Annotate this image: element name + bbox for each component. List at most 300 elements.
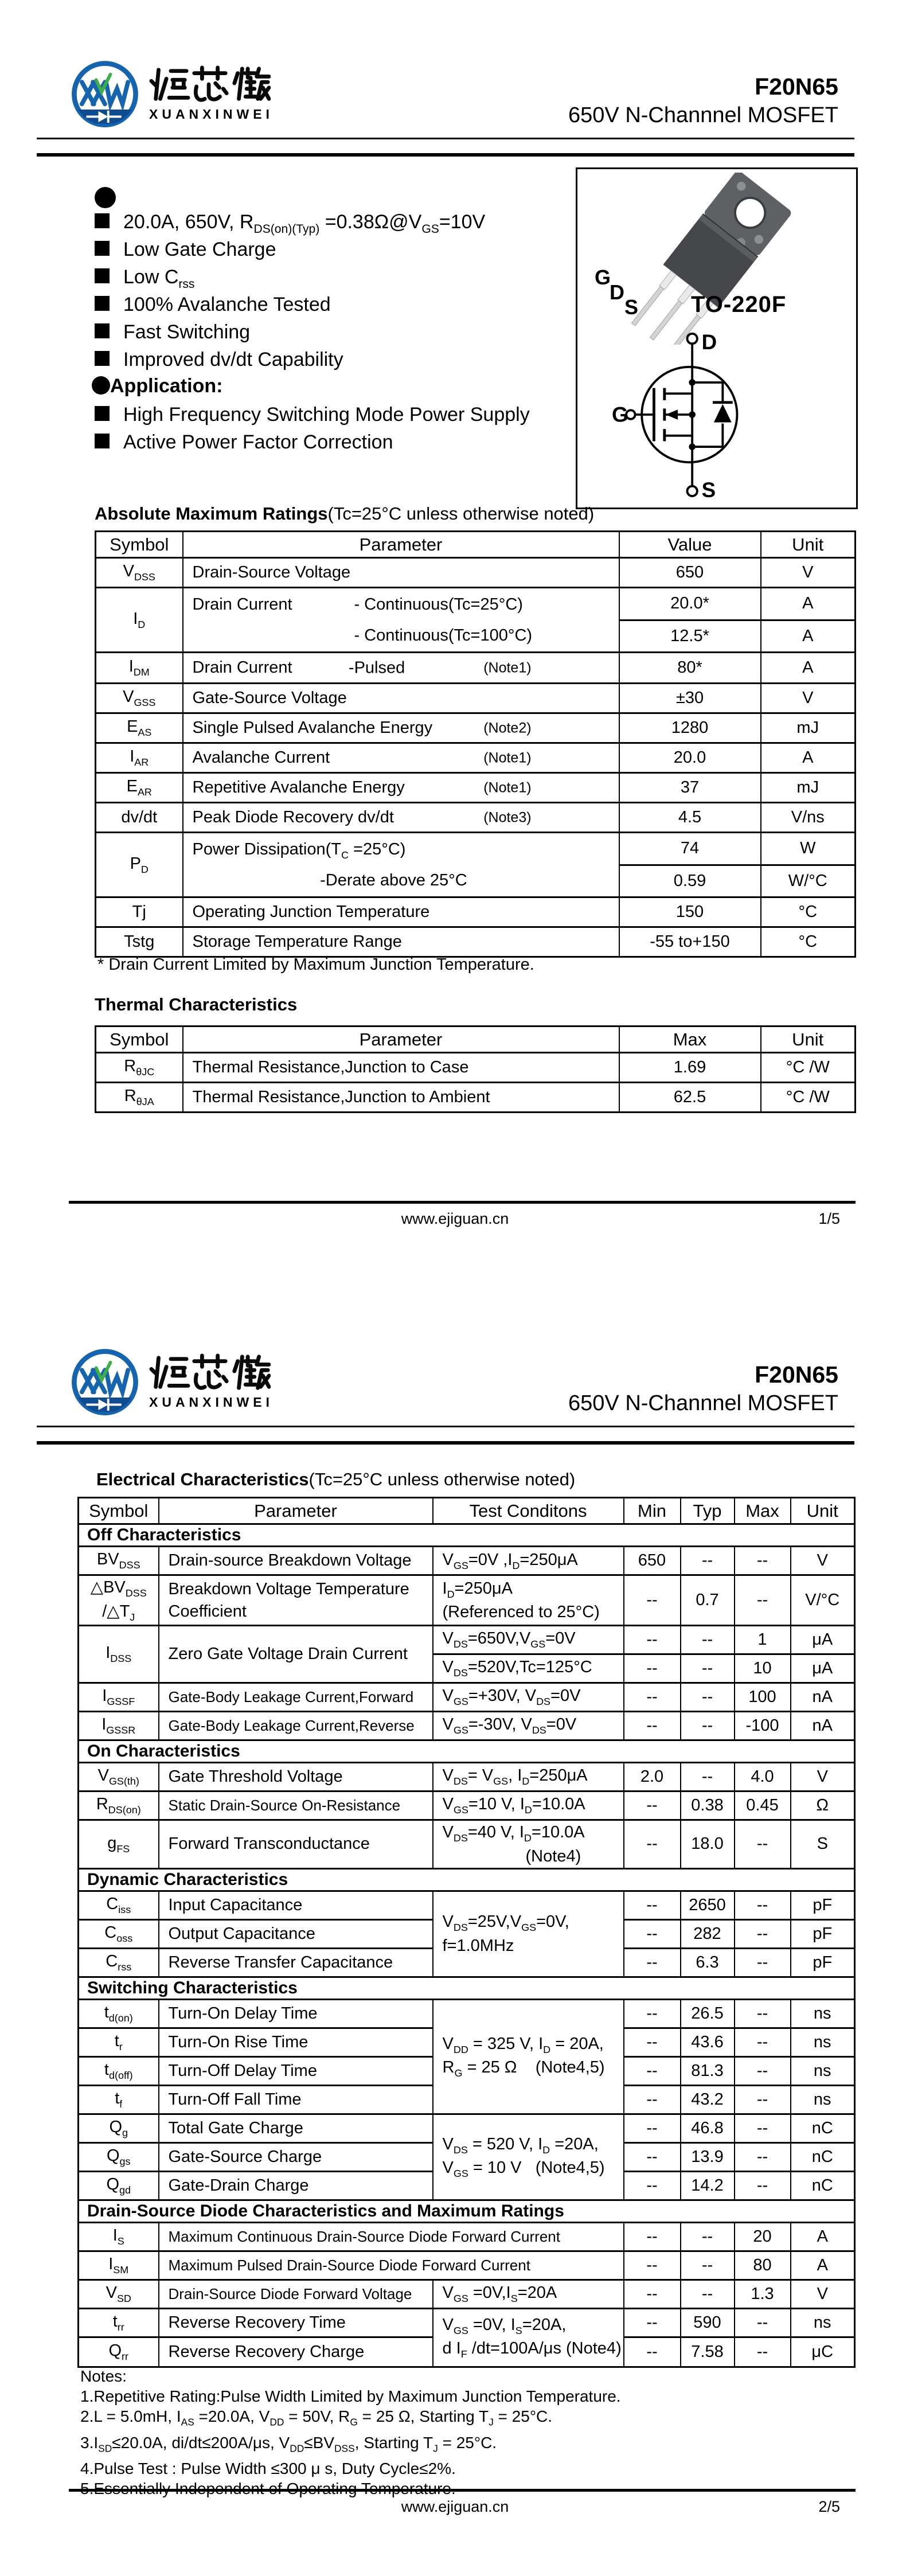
- cell: --: [735, 2142, 791, 2171]
- cell: [183, 653, 619, 684]
- cell: 1.69: [619, 1053, 761, 1083]
- circle-bullet-icon: [92, 376, 110, 395]
- cell: $V_{GSS}$: [96, 684, 183, 713]
- feature-item: [95, 349, 343, 371]
- cell: $BV_{DSS}$: [79, 1547, 159, 1575]
- footer-website: www.ejiguan.cn: [401, 1210, 509, 1227]
- section-title: Off Characteristics: [79, 1524, 855, 1547]
- table-row: [79, 1547, 855, 1575]
- cell: 590: [681, 2308, 735, 2337]
- table-row: [79, 2280, 855, 2308]
- feature-text: 100% Avalanche Tested: [123, 294, 331, 315]
- cell: W/°C: [761, 865, 856, 897]
- table-row: [96, 1053, 856, 1083]
- table-header-row: [96, 532, 856, 558]
- cell: 46.8: [681, 2114, 735, 2142]
- cell: V: [791, 1763, 855, 1792]
- cell: --: [624, 2028, 681, 2056]
- header-rule-thick: [37, 153, 854, 157]
- cell: nA: [791, 1683, 855, 1712]
- cell: --: [735, 1547, 791, 1575]
- cell: Gate-Body Leakage Current,Reverse: [159, 1712, 433, 1740]
- pin-label-g: G: [595, 266, 611, 289]
- param-text: Power $Dissipation(T_C =25^\circ C)$: [192, 840, 406, 861]
- footer-website: www.ejiguan.cn: [401, 2498, 509, 2515]
- cell: Operating Junction Temperature: [183, 897, 619, 927]
- amr-title-suffix: (Tc=25°C unless otherwise noted): [327, 504, 595, 524]
- param-note: (Note3): [483, 809, 532, 825]
- cell: --: [735, 2337, 791, 2367]
- footer-rule: [69, 2489, 856, 2492]
- cell: nC: [791, 2171, 855, 2200]
- cell: $I_{DM}$: [96, 653, 183, 684]
- part-number: F20N65: [755, 73, 838, 100]
- square-bullet-icon: [95, 323, 110, 338]
- cell: $V_{DS}= V_{GS}$, $I_D=250\mu A$: [433, 1763, 624, 1792]
- brand-text-block: [149, 57, 274, 135]
- table-row: [96, 588, 856, 620]
- cell: V: [791, 1547, 855, 1575]
- cell: $V_{GS}=10$ V, $I_D=10.0A$: [433, 1792, 624, 1820]
- cell: 43.2: [681, 2085, 735, 2114]
- note-line: 2.L = 5.0mH, $I_{AS} =20.0A$, $V_{DD} = 50V$, $R_G = 25$ Ω, Starting $T_J = 25^\circ C$.: [80, 2407, 553, 2428]
- cell: $V_{DS}=520V,Tc=125^\circ C$: [433, 1654, 624, 1683]
- cell: $t_r$: [79, 2028, 159, 2056]
- table-row: [96, 743, 856, 773]
- cell: 13.9: [681, 2142, 735, 2171]
- footer-rule: [69, 1201, 856, 1204]
- features-bullet-icon: [95, 187, 116, 208]
- cell: $Q_{rr}$: [79, 2337, 159, 2367]
- cell: 10: [735, 1654, 791, 1683]
- cell: 62.5: [619, 1083, 761, 1113]
- cell: $P_D$: [96, 833, 183, 897]
- cell: Gate-Drain Charge: [159, 2171, 433, 2200]
- brand-cn-glyphs-icon: [149, 1353, 271, 1394]
- square-bullet-icon: [95, 213, 110, 228]
- section-title: Switching Characteristics: [79, 1977, 855, 1999]
- param-text: Avalanche Current: [192, 748, 330, 767]
- cell: 0.7: [681, 1575, 735, 1626]
- package-name: TO-220F: [691, 292, 787, 317]
- table-header-row: [96, 1027, 856, 1053]
- cell: A: [761, 588, 856, 620]
- cell: $I_{SM}$: [79, 2251, 159, 2280]
- notes-title: Notes:: [80, 2367, 127, 2385]
- cell: 650: [624, 1547, 681, 1575]
- feature-text: Low Gate Charge: [123, 239, 276, 260]
- table-row: [79, 2114, 855, 2142]
- cell: [183, 833, 619, 897]
- cell: 100: [735, 1683, 791, 1712]
- cell: $g_{FS}$: [79, 1820, 159, 1869]
- brand-logo: [67, 57, 274, 135]
- cell: 1: [735, 1626, 791, 1654]
- cell: --: [624, 2142, 681, 2171]
- cell: Turn-On Delay Time: [159, 1999, 433, 2028]
- cell: [183, 803, 619, 833]
- application-item: [95, 404, 530, 426]
- cell: $V_{DS}=40$ V, $I_D=10.0A$ (Note4): [433, 1820, 624, 1869]
- cell: 26.5: [681, 1999, 735, 2028]
- cell: --: [624, 1626, 681, 1654]
- amr-section-heading: [95, 504, 594, 524]
- cell: Thermal Resistance,Junction to Case: [183, 1053, 619, 1083]
- application-text: High Frequency Switching Mode Power Supply: [123, 404, 530, 426]
- brand-logo-icon: [67, 1345, 143, 1423]
- cell: Breakdown Voltage Temperature Coefficient: [159, 1575, 433, 1626]
- cell: $Q_g$: [79, 2114, 159, 2142]
- cell: A: [761, 653, 856, 684]
- cell: Turn-On Rise Time: [159, 2028, 433, 2056]
- param-cond: -Pulsed: [348, 658, 405, 677]
- cell: Ω: [791, 1792, 855, 1820]
- cell: --: [624, 2337, 681, 2367]
- package-photo-icon: [584, 173, 846, 345]
- ec-title: Electrical Characteristics: [96, 1469, 309, 1489]
- absolute-maximum-ratings-table: [95, 530, 856, 958]
- table-row: [79, 2308, 855, 2337]
- feature-item: [95, 294, 331, 316]
- cell: $I_D$: [96, 588, 183, 653]
- brand-logo: [67, 1345, 274, 1423]
- table-row: [96, 684, 856, 713]
- cell: Drain-Source Voltage: [183, 558, 619, 588]
- square-bullet-icon: [95, 241, 110, 256]
- brand-logo-icon: [67, 57, 143, 135]
- table-row: [79, 1891, 855, 1919]
- cell: --: [681, 2222, 735, 2251]
- cell: -55 to+150: [619, 927, 761, 957]
- cell: Forward Transconductance: [159, 1820, 433, 1869]
- notes-block: [80, 2366, 621, 2499]
- cell: --: [624, 1919, 681, 1948]
- cell: --: [624, 1948, 681, 1977]
- cell: --: [735, 1999, 791, 2028]
- cell: nC: [791, 2114, 855, 2142]
- cell: Maximum Pulsed Drain-Source Diode Forward Current: [159, 2251, 624, 2280]
- thermal-section-heading: [95, 994, 297, 1015]
- cell: W: [761, 833, 856, 865]
- datasheet-page-2: [0, 1288, 910, 2576]
- cell: --: [681, 2251, 735, 2280]
- cell: μA: [791, 1626, 855, 1654]
- cell: 20.0: [619, 743, 761, 773]
- cell: 81.3: [681, 2056, 735, 2085]
- cell: 37: [619, 773, 761, 803]
- cell: °C: [761, 897, 856, 927]
- cell: Static Drain-Source On-Resistance: [159, 1792, 433, 1820]
- cell: Gate-Body Leakage Current,Forward: [159, 1683, 433, 1712]
- table-row: [96, 897, 856, 927]
- section-title: Drain-Source Diode Characteristics and Maximum Ratings: [79, 2200, 855, 2222]
- cell: Tstg: [96, 927, 183, 957]
- param-text: Drain Current: [192, 658, 292, 677]
- cell: $V_{DS}=25V,V_{GS}=0V$, f=1.0MHz: [433, 1891, 624, 1977]
- pin-label-d: D: [610, 280, 624, 304]
- cell: $t_{rr}$: [79, 2308, 159, 2337]
- cell: V: [791, 2280, 855, 2308]
- brand-name-en: XUANXINWEI: [149, 1395, 274, 1410]
- cell: --: [624, 1683, 681, 1712]
- application-heading-text: Application:: [110, 375, 223, 397]
- cell: nA: [791, 1712, 855, 1740]
- cell: --: [735, 1891, 791, 1919]
- thermal-characteristics-table: [95, 1025, 856, 1113]
- table-row: [96, 653, 856, 684]
- cell: $C_{iss}$: [79, 1891, 159, 1919]
- cell: pF: [791, 1891, 855, 1919]
- mosfet-symbol-icon: [612, 331, 778, 498]
- cell: --: [735, 1575, 791, 1626]
- cell: 0.45: [735, 1792, 791, 1820]
- cell: 14.2: [681, 2171, 735, 2200]
- cell: 1.3: [735, 2280, 791, 2308]
- cell: $V_{GS(th)}$: [79, 1763, 159, 1792]
- application-item: [95, 431, 393, 454]
- table-row: [96, 558, 856, 588]
- table-header-row: [79, 1498, 855, 1524]
- table-row: [96, 927, 856, 957]
- column-header: Max: [735, 1498, 791, 1524]
- table-row: [96, 1083, 856, 1113]
- cell: mJ: [761, 773, 856, 803]
- cell: mJ: [761, 713, 856, 743]
- cell: dv/dt: [96, 803, 183, 833]
- thermal-title: Thermal Characteristics: [95, 994, 298, 1014]
- cell: --: [624, 1792, 681, 1820]
- table-row: [79, 2222, 855, 2251]
- cell: Output Capacitance: [159, 1919, 433, 1948]
- page-title: 650V N-Channnel MOSFET: [568, 1391, 838, 1415]
- cell: $V_{DSS}$: [96, 558, 183, 588]
- param-note: (Note2): [483, 720, 532, 736]
- cell: 2650: [681, 1891, 735, 1919]
- cell: $t_{d(off)}$: [79, 2056, 159, 2085]
- table-row: [79, 1626, 855, 1654]
- cell: ns: [791, 2028, 855, 2056]
- cell: $C_{oss}$: [79, 1919, 159, 1948]
- cell: Storage Temperature Range: [183, 927, 619, 957]
- cell: Reverse Recovery Charge: [159, 2337, 433, 2367]
- section-row: [79, 1740, 855, 1763]
- cell: $t_{d(on)}$: [79, 1999, 159, 2028]
- cell: 4.5: [619, 803, 761, 833]
- cell: -100: [735, 1712, 791, 1740]
- cell: $V_{DS}=650V,V_{GS}=0V$: [433, 1626, 624, 1654]
- column-header: Parameter: [183, 532, 619, 558]
- feature-text: Improved dv/dt Capability: [123, 349, 343, 370]
- cell: $E_{AR}$: [96, 773, 183, 803]
- feature-text: Low $C_{rss}$: [123, 266, 195, 291]
- cell: $R_{DS(on)}$: [79, 1792, 159, 1820]
- param-note: (Note1): [483, 779, 532, 795]
- cell: Maximum Continuous Drain-Source Diode Forward Current: [159, 2222, 624, 2251]
- cell: $I_{DSS}$: [79, 1626, 159, 1683]
- param-text: Peak Diode Recovery dv/dt: [192, 808, 394, 826]
- cell: Zero Gate Voltage Drain Current: [159, 1626, 433, 1683]
- table-row: [96, 833, 856, 865]
- cell: $C_{rss}$: [79, 1948, 159, 1977]
- cell: [183, 588, 619, 653]
- header-rule-thin: [37, 1426, 854, 1427]
- cell: ns: [791, 2085, 855, 2114]
- cell: --: [681, 1763, 735, 1792]
- cell: A: [761, 620, 856, 653]
- cell: $V_{SD}$: [79, 2280, 159, 2308]
- cell: --: [624, 2280, 681, 2308]
- param-cond: - Continuous(Tc=25°C): [354, 595, 523, 614]
- cell: Drain-Source Diode Forward Voltage: [159, 2280, 433, 2308]
- electrical-characteristics-table: [77, 1497, 856, 2368]
- symbol-label-d: D: [701, 331, 717, 354]
- cell: 650: [619, 558, 761, 588]
- cell: 7.58: [681, 2337, 735, 2367]
- table-row: [79, 1712, 855, 1740]
- cell: $\triangle BV_{DSS}$ $/\triangle T_J$: [79, 1575, 159, 1626]
- cell: $I_{GSSR}$: [79, 1712, 159, 1740]
- table-row: [96, 713, 856, 743]
- cell: Reverse Transfer Capacitance: [159, 1948, 433, 1977]
- cell: nC: [791, 2142, 855, 2171]
- cell: 12.5*: [619, 620, 761, 653]
- feature-item: [95, 321, 250, 344]
- cell: $I_S$: [79, 2222, 159, 2251]
- cell: $I_{GSSF}$: [79, 1683, 159, 1712]
- ec-title-suffix: (Tc=25°C unless otherwise noted): [308, 1469, 576, 1489]
- page-number: 1/5: [818, 1210, 840, 1227]
- cell: $V_{GS}=0V$ $,I_D=250\mu A$: [433, 1547, 624, 1575]
- cell: --: [681, 2280, 735, 2308]
- note-line: $3.I_{SD}\le 20.0A$, di/dt≤200A/μs, $V_{DD}\le BV_{DSS}$, Starting $T_J = 25^\circ C$.: [80, 2433, 497, 2454]
- note-line: 1.Repetitive Rating:Pulse Width Limited by Maximum Junction Temperature.: [80, 2387, 621, 2405]
- cell: $V_{DD} = 325$ V, $I_D = 20A$, $R_G = 25$ Ω (Note4,5): [433, 1999, 624, 2114]
- cell: $I_{AR}$: [96, 743, 183, 773]
- application-heading: [92, 375, 222, 397]
- feature-item: [95, 266, 194, 291]
- cell: --: [624, 2251, 681, 2280]
- square-bullet-icon: [95, 268, 110, 283]
- cell: 2.0: [624, 1763, 681, 1792]
- page-title: 650V N-Channnel MOSFET: [568, 103, 838, 127]
- cell: $I_D=250\mu A$ (Referenced to 25°C): [433, 1575, 624, 1626]
- amr-title: Absolute Maximum Ratings: [95, 504, 328, 524]
- cell: --: [735, 2028, 791, 2056]
- cell: --: [735, 1820, 791, 1869]
- cell: $E_{AS}$: [96, 713, 183, 743]
- cell: 20: [735, 2222, 791, 2251]
- cell: 4.0: [735, 1763, 791, 1792]
- cell: [183, 773, 619, 803]
- application-text: Active Power Factor Correction: [123, 431, 393, 453]
- cell: --: [681, 1654, 735, 1683]
- cell: $Q_{gd}$: [79, 2171, 159, 2200]
- column-header: Min: [624, 1498, 681, 1524]
- column-header: Parameter: [159, 1498, 433, 1524]
- table-row: [96, 773, 856, 803]
- section-row: [79, 1868, 855, 1891]
- cell: ns: [791, 1999, 855, 2028]
- ec-section-heading: [96, 1469, 575, 1490]
- cell: S: [791, 1820, 855, 1869]
- cell: V/°C: [791, 1575, 855, 1626]
- table-row: [79, 2251, 855, 2280]
- cell: $Q_{gs}$: [79, 2142, 159, 2171]
- cell: A: [791, 2222, 855, 2251]
- cell: μC: [791, 2337, 855, 2367]
- cell: --: [624, 1654, 681, 1683]
- cell: $V_{GS}=-30V$, $V_{DS}=0V$: [433, 1712, 624, 1740]
- page-number: 2/5: [818, 2498, 840, 2515]
- cell: 18.0: [681, 1820, 735, 1869]
- cell: ns: [791, 2056, 855, 2085]
- cell: °C /W: [761, 1083, 856, 1113]
- table-row: [79, 1575, 855, 1626]
- symbol-label-g: G: [612, 403, 628, 427]
- table-row: [96, 803, 856, 833]
- column-header: Test Conditons: [433, 1498, 624, 1524]
- param-text: Drain Current: [192, 595, 292, 614]
- cell: Tj: [96, 897, 183, 927]
- cell: --: [624, 2114, 681, 2142]
- cell: --: [624, 2222, 681, 2251]
- symbol-label-s: S: [701, 478, 716, 498]
- square-bullet-icon: [95, 351, 110, 366]
- column-header: Parameter: [183, 1027, 619, 1053]
- cell: $V_{GS} =0V$, $I_S=20A$, d $I_F$ /dt=100A/μs (Note4): [433, 2308, 624, 2367]
- part-number: F20N65: [755, 1361, 838, 1388]
- cell: [183, 743, 619, 773]
- cell: Gate-Source Voltage: [183, 684, 619, 713]
- cell: --: [735, 2056, 791, 2085]
- section-row: [79, 1977, 855, 1999]
- cell: 0.59: [619, 865, 761, 897]
- cell: --: [624, 1999, 681, 2028]
- column-header: Value: [619, 532, 761, 558]
- cell: $V_{DS} = 520$ V, $I_D =20A$, $V_{GS} = 10$ V (Note4,5): [433, 2114, 624, 2200]
- table-row: [79, 1763, 855, 1792]
- cell: 150: [619, 897, 761, 927]
- column-header: Symbol: [96, 532, 183, 558]
- square-bullet-icon: [95, 406, 110, 421]
- cell: --: [681, 1626, 735, 1654]
- cell: pF: [791, 1948, 855, 1977]
- pin-label-s: S: [624, 295, 639, 319]
- cell: [183, 713, 619, 743]
- cell: --: [735, 1919, 791, 1948]
- cell: --: [624, 1891, 681, 1919]
- cell: --: [624, 1820, 681, 1869]
- cell: Turn-Off Fall Time: [159, 2085, 433, 2114]
- cell: Input Capacitance: [159, 1891, 433, 1919]
- cell: V: [761, 684, 856, 713]
- cell: °C /W: [761, 1053, 856, 1083]
- cell: 80: [735, 2251, 791, 2280]
- table-row: [79, 1683, 855, 1712]
- cell: $R_{\theta JC}$: [96, 1053, 183, 1083]
- cell: 43.6: [681, 2028, 735, 2056]
- feature-text: 20.0A, 650V, $R_{DS(on)(Typ)}$ $=0.38\Omega@V_{GS}=10V$: [123, 211, 486, 236]
- feature-item: [95, 239, 276, 261]
- column-header: Unit: [761, 532, 856, 558]
- section-row: [79, 1524, 855, 1547]
- amr-footnote: * Drain Current Limited by Maximum Junction Temperature.: [97, 955, 534, 974]
- cell: V: [761, 558, 856, 588]
- brand-text-block: [149, 1345, 274, 1423]
- cell: --: [735, 2114, 791, 2142]
- column-header: Max: [619, 1027, 761, 1053]
- cell: $V_{GS}=+30V$, $V_{DS}=0V$: [433, 1683, 624, 1712]
